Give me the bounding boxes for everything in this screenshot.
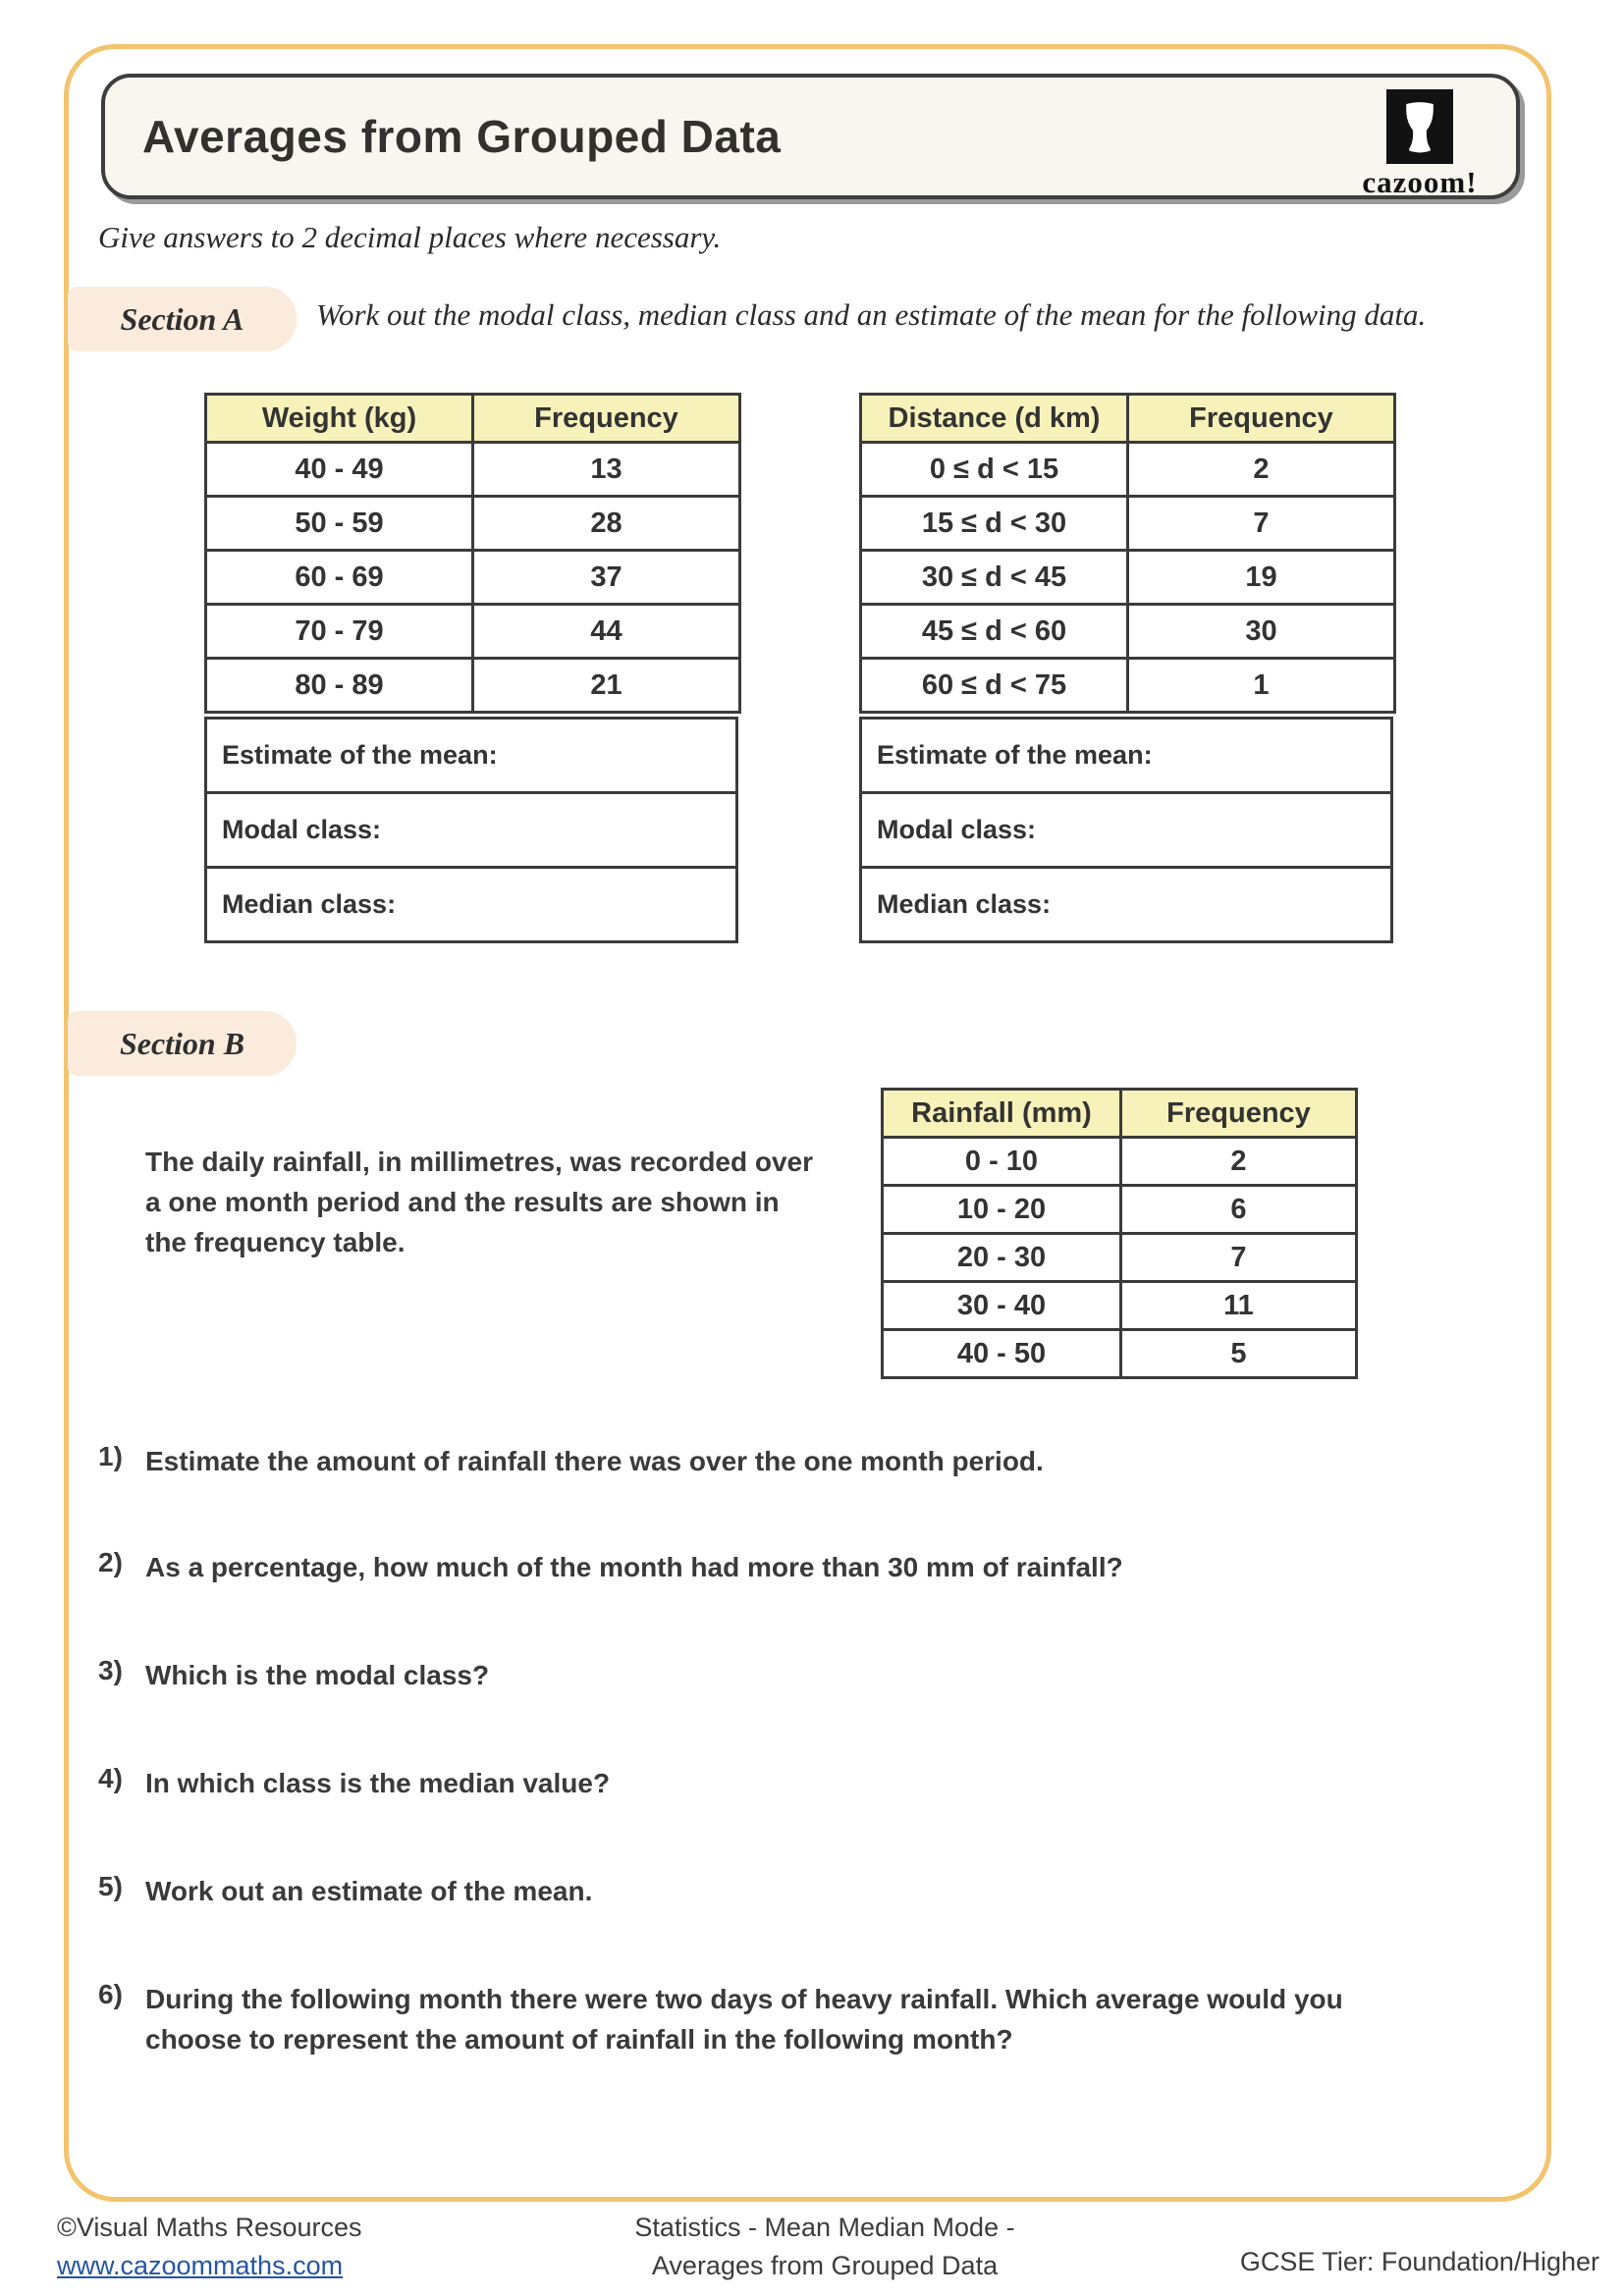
question-number: 3) xyxy=(98,1655,123,1685)
weight-frequency-table xyxy=(204,393,741,714)
section-a-label xyxy=(68,287,297,351)
question-2 xyxy=(98,1547,1123,1587)
column-header: Frequency xyxy=(1121,1090,1357,1138)
table-cell: 20 - 30 xyxy=(883,1234,1121,1282)
table-cell: 10 - 20 xyxy=(883,1186,1121,1234)
table-cell: 60 - 69 xyxy=(206,551,473,605)
answer-label: Estimate of the mean: xyxy=(877,740,1153,770)
logo-text: cazoom! xyxy=(1362,165,1478,199)
table-row xyxy=(861,497,1395,551)
answer-boxes-weight xyxy=(204,717,738,943)
table-row xyxy=(861,605,1395,659)
answer-label: Modal class: xyxy=(222,815,382,844)
section-b-label xyxy=(68,1011,297,1076)
table-cell: 80 - 89 xyxy=(206,659,473,713)
footer-tier: GCSE Tier: Foundation/Higher xyxy=(1239,2247,1599,2276)
column-header: Distance (d km) xyxy=(861,395,1128,443)
table-cell: 2 xyxy=(1128,443,1395,497)
question-text: As a percentage, how much of the month had more than 30 mm of rainfall? xyxy=(145,1552,1123,1582)
table-cell: 28 xyxy=(473,497,740,551)
table-row xyxy=(883,1330,1357,1378)
table-row xyxy=(883,1138,1357,1186)
median-class-answer-box xyxy=(859,866,1393,943)
table-row xyxy=(206,497,740,551)
table-row xyxy=(883,1234,1357,1282)
section-a-label-text: Section A xyxy=(120,300,244,337)
answer-label: Median class: xyxy=(222,889,397,919)
question-text: During the following month there were two days of heavy rainfall. Which average would you choose to represent the amount of rainfall in the following month? xyxy=(145,1984,1343,2055)
footer-left xyxy=(57,2209,362,2285)
table-cell: 30 ≤ d < 45 xyxy=(861,551,1128,605)
median-class-answer-box xyxy=(204,866,738,943)
question-number: 6) xyxy=(98,1979,123,2009)
table-cell: 11 xyxy=(1121,1282,1357,1330)
answer-boxes-distance xyxy=(859,717,1393,943)
table-cell: 15 ≤ d < 30 xyxy=(861,497,1128,551)
distance-frequency-table xyxy=(859,393,1396,714)
question-number: 5) xyxy=(98,1871,123,1901)
question-4 xyxy=(98,1763,610,1803)
table-cell: 6 xyxy=(1121,1186,1357,1234)
question-text: In which class is the median value? xyxy=(145,1768,611,1798)
question-number: 1) xyxy=(98,1441,123,1471)
table-cell: 30 xyxy=(1128,605,1395,659)
table-cell: 50 - 59 xyxy=(206,497,473,551)
table-row xyxy=(861,443,1395,497)
column-header: Frequency xyxy=(1128,395,1395,443)
section-b-description: The daily rainfall, in millimetres, was recorded over a one month period and the results are shown in the frequency table. xyxy=(145,1147,814,1257)
table-cell: 45 ≤ d < 60 xyxy=(861,605,1128,659)
drum-icon xyxy=(1386,89,1453,164)
table-cell: 13 xyxy=(473,443,740,497)
table-cell: 40 - 49 xyxy=(206,443,473,497)
question-text: Which is the modal class? xyxy=(145,1660,490,1690)
cazoom-logo xyxy=(1341,89,1498,200)
table-row xyxy=(883,1282,1357,1330)
question-1 xyxy=(98,1441,1044,1481)
table-cell: 70 - 79 xyxy=(206,605,473,659)
table-cell: 0 ≤ d < 15 xyxy=(861,443,1128,497)
column-header: Frequency xyxy=(473,395,740,443)
table-cell: 7 xyxy=(1121,1234,1357,1282)
answer-label: Modal class: xyxy=(877,815,1037,844)
column-header: Weight (kg) xyxy=(206,395,473,443)
table-cell: 19 xyxy=(1128,551,1395,605)
table-row xyxy=(861,551,1395,605)
table-cell: 37 xyxy=(473,551,740,605)
question-3 xyxy=(98,1655,489,1695)
rainfall-frequency-table xyxy=(881,1088,1358,1379)
website-link[interactable]: www.cazoommaths.com xyxy=(57,2251,344,2280)
footer-topic-line1: Statistics - Mean Median Mode - xyxy=(634,2213,1015,2242)
table-row xyxy=(206,605,740,659)
table-cell: 0 - 10 xyxy=(883,1138,1121,1186)
estimate-mean-answer-box xyxy=(204,717,738,794)
table-row xyxy=(206,551,740,605)
table-row xyxy=(206,659,740,713)
question-5 xyxy=(98,1871,592,1911)
table-cell: 1 xyxy=(1128,659,1395,713)
table-cell: 2 xyxy=(1121,1138,1357,1186)
table-cell: 7 xyxy=(1128,497,1395,551)
footer-center xyxy=(511,2209,1139,2285)
column-header: Rainfall (mm) xyxy=(883,1090,1121,1138)
copyright-text: ©Visual Maths Resources xyxy=(57,2213,362,2242)
question-number: 4) xyxy=(98,1763,123,1793)
table-cell: 5 xyxy=(1121,1330,1357,1378)
modal-class-answer-box xyxy=(204,791,738,869)
answer-label: Estimate of the mean: xyxy=(222,740,498,770)
question-text: Work out an estimate of the mean. xyxy=(145,1876,593,1906)
question-text: Estimate the amount of rainfall there was over the one month period. xyxy=(145,1446,1044,1476)
table-cell: 30 - 40 xyxy=(883,1282,1121,1330)
table-cell: 21 xyxy=(473,659,740,713)
table-header-row xyxy=(883,1090,1357,1138)
instruction-note: Give answers to 2 decimal places where necessary. xyxy=(98,220,722,254)
table-row xyxy=(861,659,1395,713)
table-cell: 40 - 50 xyxy=(883,1330,1121,1378)
section-b-label-text: Section B xyxy=(119,1025,245,1061)
section-a-instruction: Work out the modal class, median class and an estimate of the mean for the following data. xyxy=(316,297,1427,332)
answer-label: Median class: xyxy=(877,889,1052,919)
question-number: 2) xyxy=(98,1547,123,1577)
table-header-row xyxy=(206,395,740,443)
modal-class-answer-box xyxy=(859,791,1393,869)
estimate-mean-answer-box xyxy=(859,717,1393,794)
question-6 xyxy=(98,1979,1422,2059)
page-title: Averages from Grouped Data xyxy=(142,111,782,162)
table-row xyxy=(206,443,740,497)
table-cell: 60 ≤ d < 75 xyxy=(861,659,1128,713)
table-cell: 44 xyxy=(473,605,740,659)
footer-topic-line2: Averages from Grouped Data xyxy=(651,2251,999,2280)
table-row xyxy=(883,1186,1357,1234)
table-header-row xyxy=(861,395,1395,443)
title-box xyxy=(101,74,1520,199)
